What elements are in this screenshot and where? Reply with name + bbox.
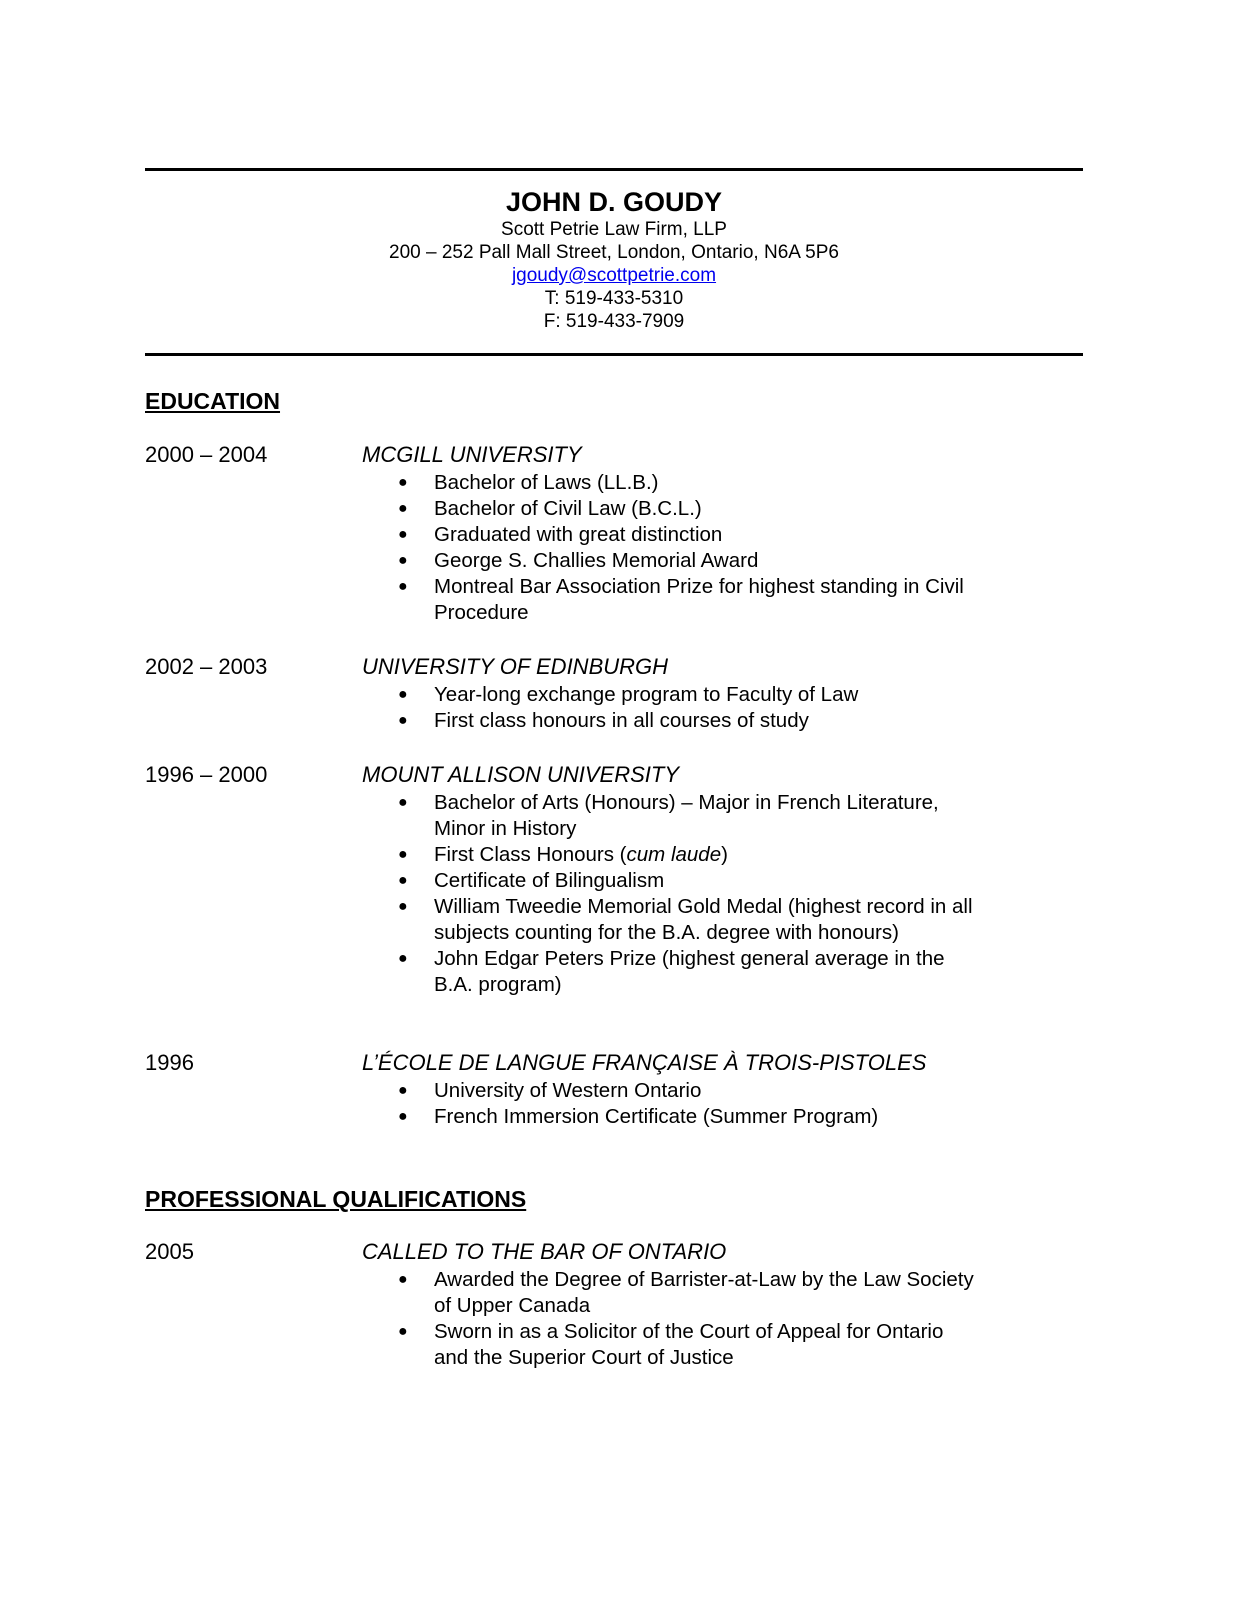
qualifications-heading: PROFESSIONAL QUALIFICATIONS (145, 1186, 527, 1212)
header-top-rule (145, 168, 1083, 171)
bullet-icon: ● (398, 578, 408, 595)
entry-institution: CALLED TO THE BAR OF ONTARIO (362, 1239, 727, 1264)
entry-year: 1996 – 2000 (145, 762, 268, 787)
bullet-icon: ● (398, 1108, 408, 1125)
list-item: ● First Class Honours (cum laude) (398, 843, 728, 866)
person-name: JOHN D. GOUDY (505, 187, 723, 217)
fax: F: 519-433-7909 (543, 311, 685, 332)
list-item: ● Certificate of Bilingualism (398, 869, 665, 892)
bullet-icon: ● (398, 1323, 408, 1340)
list-item: ● Bachelor of Arts (Honours) – Major in French Literature, Minor in History (398, 791, 939, 840)
bullet-icon: ● (398, 686, 408, 703)
entry-institution: MOUNT ALLISON UNIVERSITY (362, 762, 680, 787)
list-item: ● John Edgar Peters Prize (highest general average in the B.A. program) (398, 947, 945, 996)
email-link[interactable]: jgoudy@scottpetrie.com (511, 265, 717, 286)
list-item: ● Sworn in as a Solicitor of the Court of Appeal for Ontario and the Superior Court of Justice (398, 1320, 944, 1369)
bullet-icon: ● (398, 1271, 408, 1288)
bullet-icon: ● (398, 898, 408, 915)
bullet-icon: ● (398, 474, 408, 491)
address: 200 – 252 Pall Mall Street, London, Ontario, N6A 5P6 (389, 242, 839, 263)
education-heading: EDUCATION (145, 388, 281, 414)
list-item: ● Bachelor of Laws (LL.B.) (398, 471, 659, 494)
bullet-icon: ● (398, 500, 408, 517)
contact-header (145, 186, 1083, 333)
list-item: ● Montreal Bar Association Prize for highest standing in Civil Procedure (398, 575, 964, 624)
bullet-icon: ● (398, 794, 408, 811)
list-item: ● Graduated with great distinction (398, 523, 723, 546)
list-item: ● French Immersion Certificate (Summer Program) (398, 1105, 879, 1128)
entry-year: 2002 – 2003 (145, 654, 268, 679)
bullet-icon: ● (398, 552, 408, 569)
bullet-icon: ● (398, 846, 408, 863)
list-item: ● George S. Challies Memorial Award (398, 549, 759, 572)
bullet-icon: ● (398, 526, 408, 543)
firm-name: Scott Petrie Law Firm, LLP (501, 219, 727, 240)
entry-institution: L’ÉCOLE DE LANGUE FRANÇAISE À TROIS-PISTOLES (362, 1050, 927, 1075)
entry-institution: MCGILL UNIVERSITY (362, 442, 582, 467)
entry-year: 1996 (145, 1050, 194, 1075)
list-item: ● Bachelor of Civil Law (B.C.L.) (398, 497, 702, 520)
bullet-icon: ● (398, 872, 408, 889)
bullet-icon: ● (398, 712, 408, 729)
header-bottom-rule (145, 353, 1083, 356)
list-item: ● First class honours in all courses of study (398, 709, 809, 732)
bullet-icon: ● (398, 950, 408, 967)
list-item: ● William Tweedie Memorial Gold Medal (highest record in all subjects counting for the B.A. degree with honours) (398, 895, 973, 944)
entry-institution: UNIVERSITY OF EDINBURGH (362, 654, 669, 679)
list-item: ● Awarded the Degree of Barrister-at-Law by the Law Society of Upper Canada (398, 1268, 974, 1317)
list-item: ● University of Western Ontario (398, 1079, 702, 1102)
list-item: ● Year-long exchange program to Faculty of Law (398, 683, 859, 706)
phone: T: 519-433-5310 (544, 288, 684, 309)
entry-year: 2000 – 2004 (145, 442, 268, 467)
entry-year: 2005 (145, 1239, 194, 1264)
bullet-icon: ● (398, 1082, 408, 1099)
